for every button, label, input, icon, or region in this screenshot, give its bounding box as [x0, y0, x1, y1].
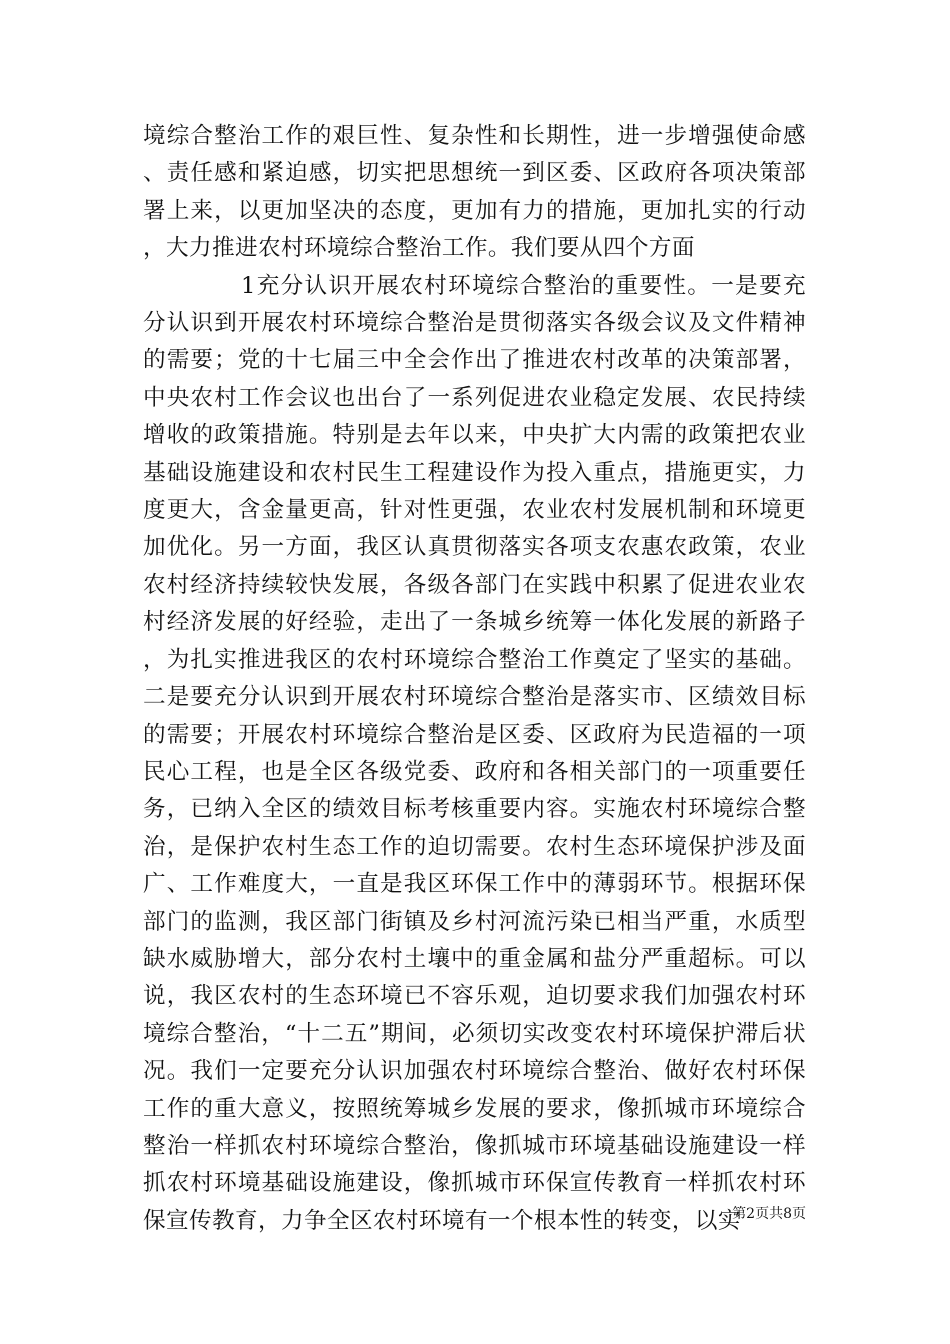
- paragraph-continuation: 境综合整治工作的艰巨性、复杂性和长期性，进一步增强使命感、责任感和紧迫感，切实把思想统一到区委、区政府各项决策部署上来，以更加坚决的态度，更加有力的措施，更加扎实的行动，大力推进农村环境综合整治工作。我们要从四个方面: [143, 123, 806, 262]
- document-body: [143, 118, 806, 1240]
- paragraph-section-1: 1充分认识开展农村环境综合整治的重要性。一是要充分认识到开展农村环境综合整治是贯彻落实各级会议及文件精神的需要；党的十七届三中全会作出了推进农村改革的决策部署，中央农村工作会议也出台了一系列促进农业稳定发展、农民持续增收的政策措施。特别是去年以来，中央扩大内需的政策把农业基础设施建设和农村民生工程建设作为投入重点，措施更实，力度更大，含金量更高，针对性更强，农业农村发展机制和环境更加优化。另一方面，我区认真贯彻落实各项支农惠农政策，农业农村经济持续较快发展，各级各部门在实践中积累了促进农业农村经济发展的好经验，走出了一条城乡统筹一体化发展的新路子，为扎实推进我区的农村环境综合整治工作奠定了坚实的基础。二是要充分认识到开展农村环境综合整治是落实市、区绩效目标的需要；开展农村环境综合整治是区委、区政府为民造福的一项民心工程，也是全区各级党委、政府和各相关部门的一项重要任务，已纳入全区的绩效目标考核重要内容。实施农村环境综合整治，是保护农村生态工作的迫切需要。农村生态环境保护涉及面广、工作难度大，一直是我区环保工作中的薄弱环节。根据环保部门的监测，我区部门街镇及乡村河流污染已相当严重，水质型缺水威胁增大，部分农村土壤中的重金属和盐分严重超标。可以说，我区农村的生态环境已不容乐观，迫切要求我们加强农村环境综合整治，“十二五”期间，必须切实改变农村环境保护滞后状况。我们一定要充分认识加强农村环境综合整治、做好农村环保工作的重大意义，按照统筹城乡发展的要求，像抓城市环境综合整治一样抓农村环境综合整治，像抓城市环境基础设施建设一样抓农村环境基础设施建设，像抓城市环保宣传教育一样抓农村环保宣传教育，力争全区农村环境有一个根本性的转变，以实: [143, 272, 806, 1234]
- page-number-footer: 第2页共8页: [732, 1206, 806, 1222]
